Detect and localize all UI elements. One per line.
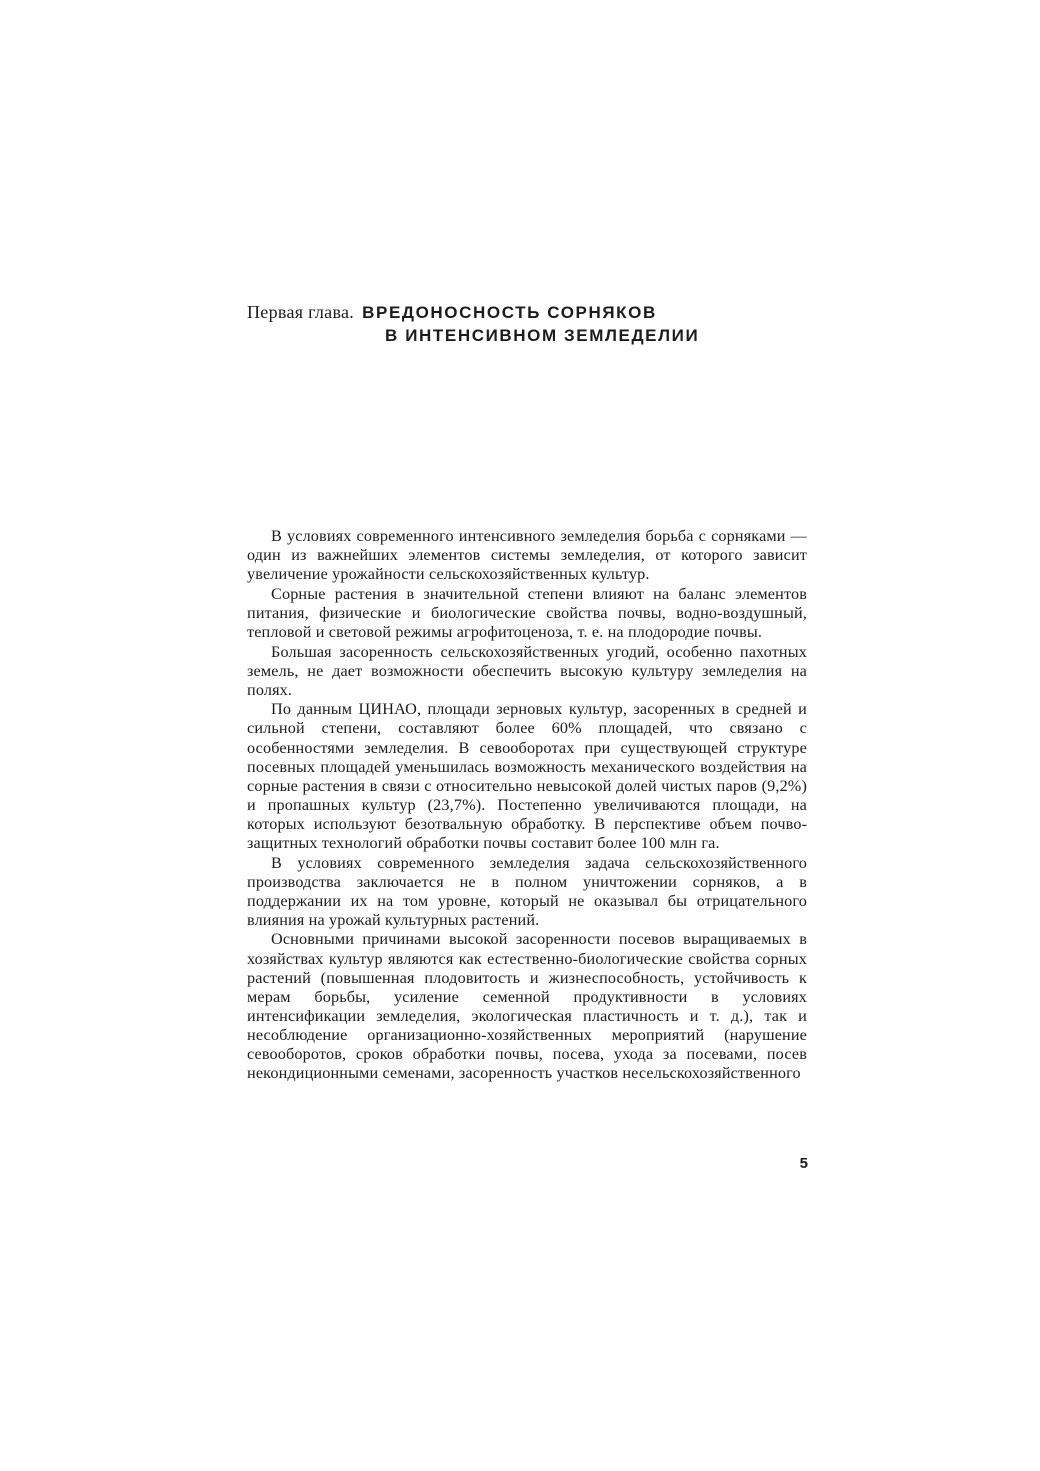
paragraph: Сорные растения в значительной степени влияют на баланс элементов питания, физические и биологические свойства почвы, водно-воздушный, тепловой и световой режимы агрофитоценоза, т. е. на плодородие почвы. — [247, 584, 807, 641]
paragraph: По данным ЦИНАО, площади зерновых культур, засоренных в средней и сильной степени, составляют более 60% площадей, что связано с особенностями земледелия. В севооборотах при существующей структуре посевных площадей уменьшилась возможность механического воздействия на сорные растения в связи с относительно невысокой долей чистых паров (9,2%) и пропашных культур (23,7%). Постепенно увеличиваются площади, на которых используют безотвальную обработку. В перспективе объем почвозащитных технологий обработки почвы составит более 100 млн га. — [247, 700, 807, 852]
chapter-heading-line-2 — [247, 324, 767, 348]
paragraph: В условиях современного интенсивного земледелия борьба с сорняками — один из важнейших элементов системы земледелия, от которого зависит увеличение урожайности сельскохозяйственных культур. — [247, 527, 807, 584]
chapter-heading — [247, 300, 767, 348]
chapter-title-line-2: В ИНТЕНСИВНОМ ЗЕМЛЕДЕЛИИ — [385, 326, 700, 345]
chapter-heading-line-1 — [247, 300, 767, 324]
chapter-title-line-1: ВРЕДОНОСНОСТЬ СОРНЯКОВ — [362, 303, 657, 322]
paragraph: Большая засоренность сельскохозяйственных угодий, особенно пахотных земель, не дает возможности обеспечить высокую культуру земледелия на полях. — [247, 642, 807, 699]
paragraph: Основными причинами высокой засоренности посевов выращиваемых в хозяйствах культур являются как естественно-биологические свойства сорных растений (повышенная плодовитость и жизнеспособность, устойчивость к мерам борьбы, усиление семенной продуктивности в условиях интенсификации земледелия, экологическая пластичность и т. д.), так и несоблюдение организационно-хозяйственных мероприятий (нарушение севооборотов, сроков обработки почвы, посева, ухода за посевами, посев некондиционными семенами, засоренность участков несельскохозяйственного — [247, 930, 807, 1083]
body-text — [247, 527, 807, 1084]
paragraph: В условиях современного земледелия задача сельскохозяйственного производства заключается не в полном уничтожении сорняков, а в поддержании их на том уровне, который не оказывал бы отрицательного влияния на урожай культурных растений. — [247, 853, 807, 929]
chapter-label: Первая глава. — [247, 302, 355, 322]
page-number: 5 — [799, 1155, 808, 1172]
